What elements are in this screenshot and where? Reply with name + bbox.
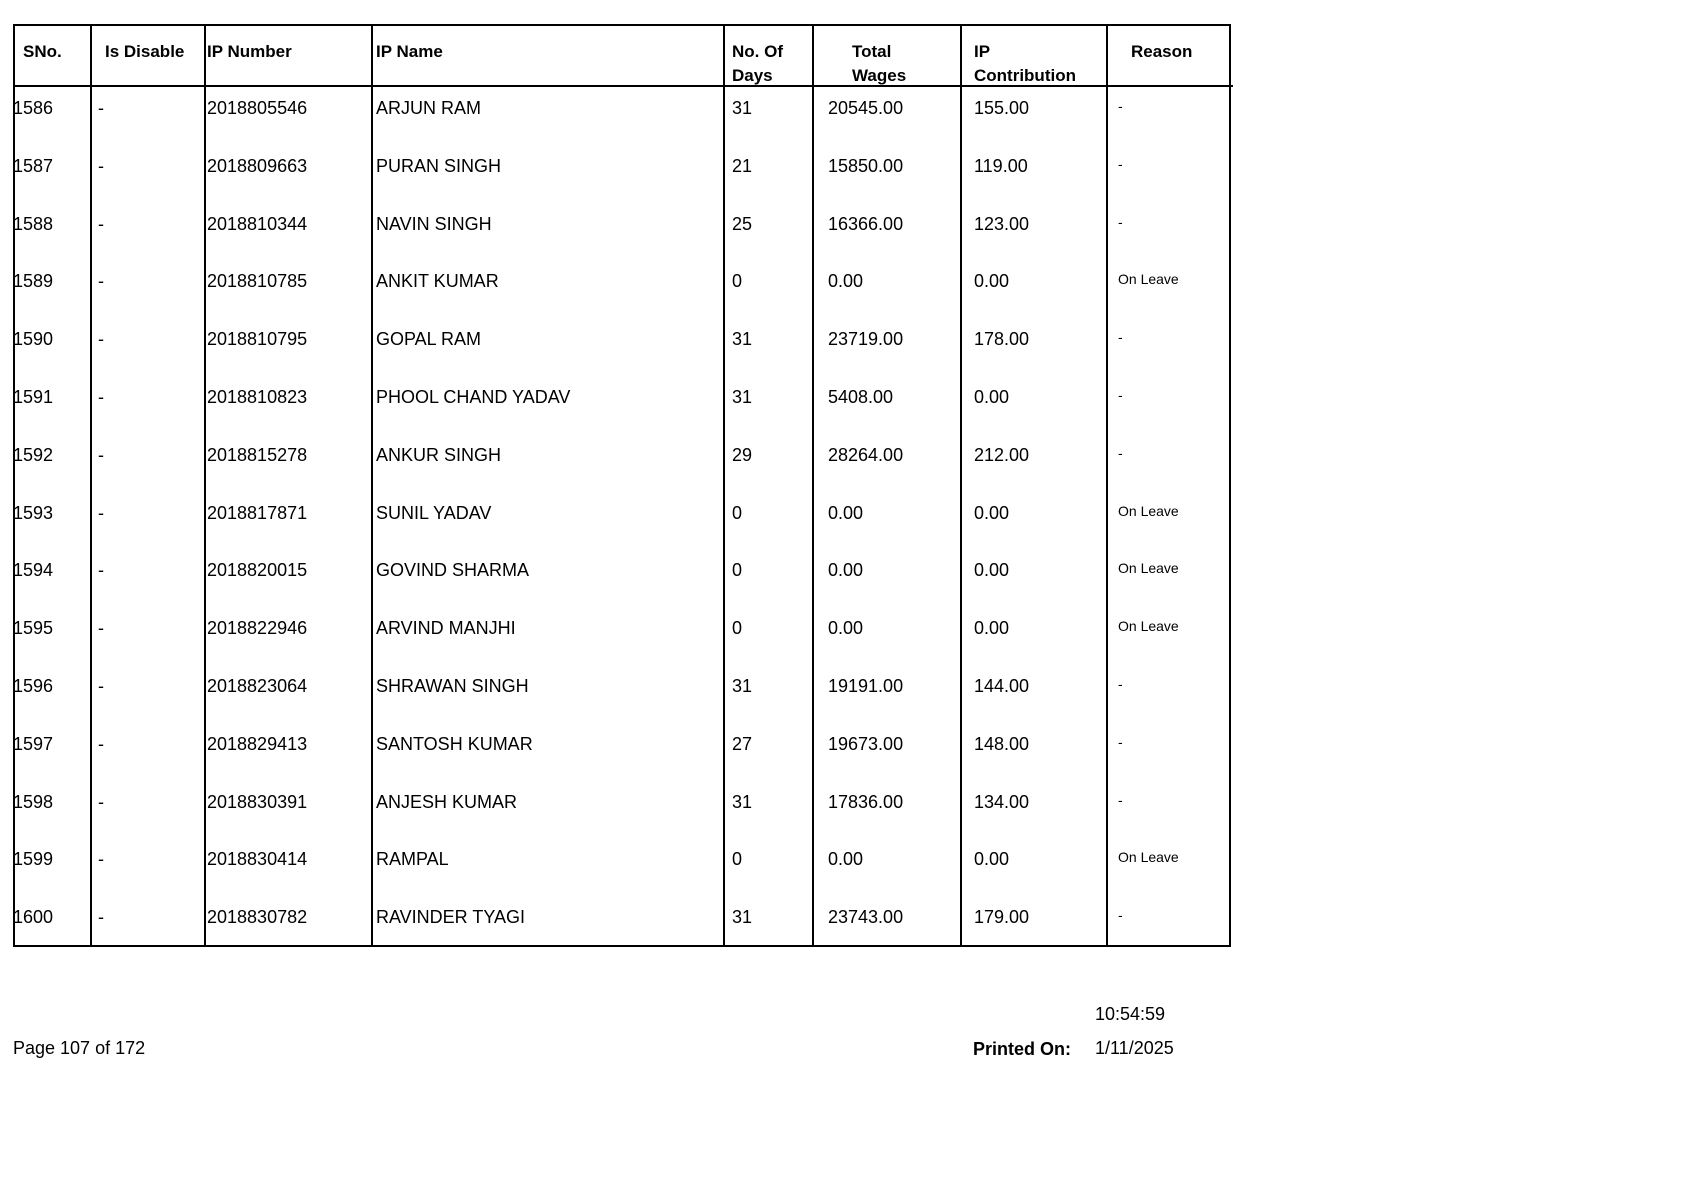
cell-ip-number: 2018829413 <box>207 733 308 754</box>
cell-is-disable: - <box>98 907 104 928</box>
cell-ip-name: NAVIN SINGH <box>376 213 492 234</box>
cell-is-disable: - <box>98 791 104 812</box>
header-total-wages-line: Wages <box>852 66 907 85</box>
cell-ip-number: 2018810823 <box>207 387 308 407</box>
cell-ip-number: 2018810795 <box>207 329 308 350</box>
cell-total-wages: 0.00 <box>828 271 864 292</box>
cell-reason: - <box>1118 791 1123 808</box>
data-table <box>13 24 1231 947</box>
cell-no-of-days: 27 <box>732 733 753 754</box>
cell-total-wages: 0.00 <box>828 849 864 870</box>
cell-is-disable: - <box>98 849 104 870</box>
cell-ip-contribution: 0.00 <box>974 387 1010 407</box>
header-ip-contribution-line: Contribution <box>974 66 1076 85</box>
cell-reason: - <box>1118 907 1123 924</box>
cell-is-disable: - <box>98 444 104 465</box>
cell-sno: 1588 <box>13 213 54 234</box>
cell-ip-number: 2018810785 <box>207 271 308 292</box>
cell-total-wages: 23743.00 <box>828 907 904 928</box>
cell-sno: 1589 <box>13 271 54 292</box>
cell-ip-number: 2018823064 <box>207 676 308 696</box>
print-time: 10:54:59 <box>1095 1004 1166 1024</box>
cell-ip-number: 2018822946 <box>207 618 308 639</box>
cell-total-wages: 19191.00 <box>828 676 904 696</box>
cell-sno: 1593 <box>13 502 54 523</box>
cell-sno: 1591 <box>13 387 54 407</box>
cell-no-of-days: 0 <box>732 502 743 523</box>
cell-no-of-days: 0 <box>732 849 743 870</box>
print-date: 1/11/2025 <box>1095 1038 1174 1058</box>
cell-ip-contribution: 119.00 <box>974 155 1028 176</box>
cell-is-disable: - <box>98 733 104 754</box>
cell-no-of-days: 0 <box>732 618 743 639</box>
cell-sno: 1596 <box>13 676 54 696</box>
cell-ip-name: GOPAL RAM <box>376 329 482 350</box>
cell-ip-number: 2018805546 <box>207 98 308 118</box>
header-no-of-days-line: Days <box>732 66 773 85</box>
cell-reason: On Leave <box>1118 849 1179 866</box>
cell-is-disable: - <box>98 618 104 639</box>
header-sno <box>23 40 62 64</box>
header-no-of-days <box>732 40 783 88</box>
cell-reason: - <box>1118 329 1123 346</box>
cell-is-disable: - <box>98 213 104 234</box>
cell-no-of-days: 31 <box>732 907 753 928</box>
cell-ip-name: RAVINDER TYAGI <box>376 907 526 928</box>
header-reason <box>1131 40 1192 64</box>
cell-ip-contribution: 155.00 <box>974 98 1030 118</box>
cell-total-wages: 15850.00 <box>828 155 904 176</box>
cell-reason: - <box>1118 676 1123 692</box>
cell-is-disable: - <box>98 560 104 581</box>
header-sno-line: SNo. <box>23 42 62 61</box>
cell-total-wages: 23719.00 <box>828 329 904 350</box>
cell-sno: 1586 <box>13 98 54 118</box>
cell-no-of-days: 31 <box>732 98 753 118</box>
cell-ip-contribution: 212.00 <box>974 444 1030 465</box>
cell-sno: 1597 <box>13 733 54 754</box>
header-is-disable <box>105 40 184 64</box>
header-is-disable-line: Is Disable <box>105 42 185 61</box>
cell-reason: - <box>1118 155 1123 172</box>
cell-ip-number: 2018815278 <box>207 444 308 465</box>
cell-total-wages: 20545.00 <box>828 98 904 118</box>
cell-ip-contribution: 0.00 <box>974 560 1010 581</box>
cell-is-disable: - <box>98 271 104 292</box>
cell-ip-contribution: 0.00 <box>974 502 1010 523</box>
cell-no-of-days: 31 <box>732 676 753 696</box>
column-divider <box>371 26 373 945</box>
column-divider <box>204 26 206 945</box>
header-ip-number-line: IP Number <box>207 42 292 61</box>
cell-sno: 1600 <box>13 907 54 928</box>
cell-is-disable: - <box>98 502 104 523</box>
cell-is-disable: - <box>98 676 104 696</box>
cell-ip-contribution: 0.00 <box>974 849 1010 870</box>
cell-is-disable: - <box>98 155 104 176</box>
column-divider <box>90 26 92 945</box>
cell-ip-name: SUNIL YADAV <box>376 502 492 523</box>
cell-is-disable: - <box>98 329 104 350</box>
cell-sno: 1587 <box>13 155 54 176</box>
cell-reason: On Leave <box>1118 271 1179 288</box>
printed-on-label: Printed On: <box>973 1039 1071 1059</box>
cell-sno: 1590 <box>13 329 54 350</box>
cell-ip-contribution: 0.00 <box>974 618 1010 639</box>
header-ip-contribution-line: IP <box>974 42 991 61</box>
cell-ip-contribution: 144.00 <box>974 676 1030 696</box>
cell-reason: - <box>1118 387 1123 403</box>
cell-total-wages: 17836.00 <box>828 791 904 812</box>
cell-ip-name: GOVIND SHARMA <box>376 560 530 581</box>
cell-ip-contribution: 123.00 <box>974 213 1030 234</box>
cell-no-of-days: 25 <box>732 213 753 234</box>
cell-ip-number: 2018820015 <box>207 560 308 581</box>
cell-no-of-days: 31 <box>732 387 753 407</box>
cell-sno: 1599 <box>13 849 54 870</box>
cell-is-disable: - <box>98 98 104 118</box>
cell-ip-name: SHRAWAN SINGH <box>376 676 529 696</box>
column-divider <box>723 26 725 945</box>
header-reason-line: Reason <box>1131 42 1193 61</box>
cell-ip-name: ARVIND MANJHI <box>376 618 516 639</box>
cell-ip-contribution: 134.00 <box>974 791 1030 812</box>
cell-ip-name: PHOOL CHAND YADAV <box>376 387 571 407</box>
cell-ip-name: ARJUN RAM <box>376 98 482 118</box>
header-total-wages <box>852 40 906 88</box>
cell-reason: On Leave <box>1118 502 1179 519</box>
cell-no-of-days: 21 <box>732 155 753 176</box>
cell-ip-number: 2018830782 <box>207 907 308 928</box>
cell-no-of-days: 31 <box>732 791 753 812</box>
cell-total-wages: 0.00 <box>828 618 864 639</box>
cell-no-of-days: 29 <box>732 444 753 465</box>
header-ip-name-line: IP Name <box>376 42 443 61</box>
cell-ip-contribution: 148.00 <box>974 733 1030 754</box>
cell-ip-number: 2018809663 <box>207 155 308 176</box>
cell-reason: - <box>1118 733 1123 750</box>
page-number: Page 107 of 172 <box>13 1038 146 1058</box>
cell-ip-name: SANTOSH KUMAR <box>376 733 533 754</box>
cell-ip-number: 2018817871 <box>207 502 308 523</box>
cell-ip-name: PURAN SINGH <box>376 155 502 176</box>
header-total-wages-line: Total <box>852 42 892 61</box>
cell-reason: On Leave <box>1118 560 1179 577</box>
header-ip-contribution <box>974 40 1076 88</box>
cell-reason: - <box>1118 213 1123 230</box>
header-no-of-days-line: No. Of <box>732 42 783 61</box>
cell-ip-contribution: 178.00 <box>974 329 1030 350</box>
cell-total-wages: 28264.00 <box>828 444 904 465</box>
cell-no-of-days: 0 <box>732 560 743 581</box>
cell-reason: - <box>1118 98 1123 114</box>
cell-sno: 1594 <box>13 560 54 581</box>
cell-total-wages: 19673.00 <box>828 733 904 754</box>
cell-total-wages: 0.00 <box>828 560 864 581</box>
header-ip-name <box>376 40 443 64</box>
cell-ip-name: RAMPAL <box>376 849 449 870</box>
cell-ip-number: 2018810344 <box>207 213 308 234</box>
column-divider <box>960 26 962 945</box>
cell-reason: - <box>1118 444 1123 461</box>
cell-ip-name: ANKUR SINGH <box>376 444 502 465</box>
cell-ip-number: 2018830414 <box>207 849 308 870</box>
header-ip-number <box>207 40 292 64</box>
cell-sno: 1595 <box>13 618 54 639</box>
cell-ip-contribution: 179.00 <box>974 907 1030 928</box>
cell-no-of-days: 0 <box>732 271 743 292</box>
cell-is-disable: - <box>98 387 104 407</box>
cell-reason: On Leave <box>1118 618 1179 635</box>
cell-sno: 1592 <box>13 444 54 465</box>
cell-ip-number: 2018830391 <box>207 791 308 812</box>
cell-no-of-days: 31 <box>732 329 753 350</box>
cell-total-wages: 5408.00 <box>828 387 894 407</box>
cell-ip-name: ANKIT KUMAR <box>376 271 499 292</box>
column-divider <box>1106 26 1108 945</box>
cell-total-wages: 16366.00 <box>828 213 904 234</box>
cell-total-wages: 0.00 <box>828 502 864 523</box>
cell-sno: 1598 <box>13 791 54 812</box>
column-divider <box>812 26 814 945</box>
cell-ip-contribution: 0.00 <box>974 271 1010 292</box>
cell-ip-name: ANJESH KUMAR <box>376 791 518 812</box>
